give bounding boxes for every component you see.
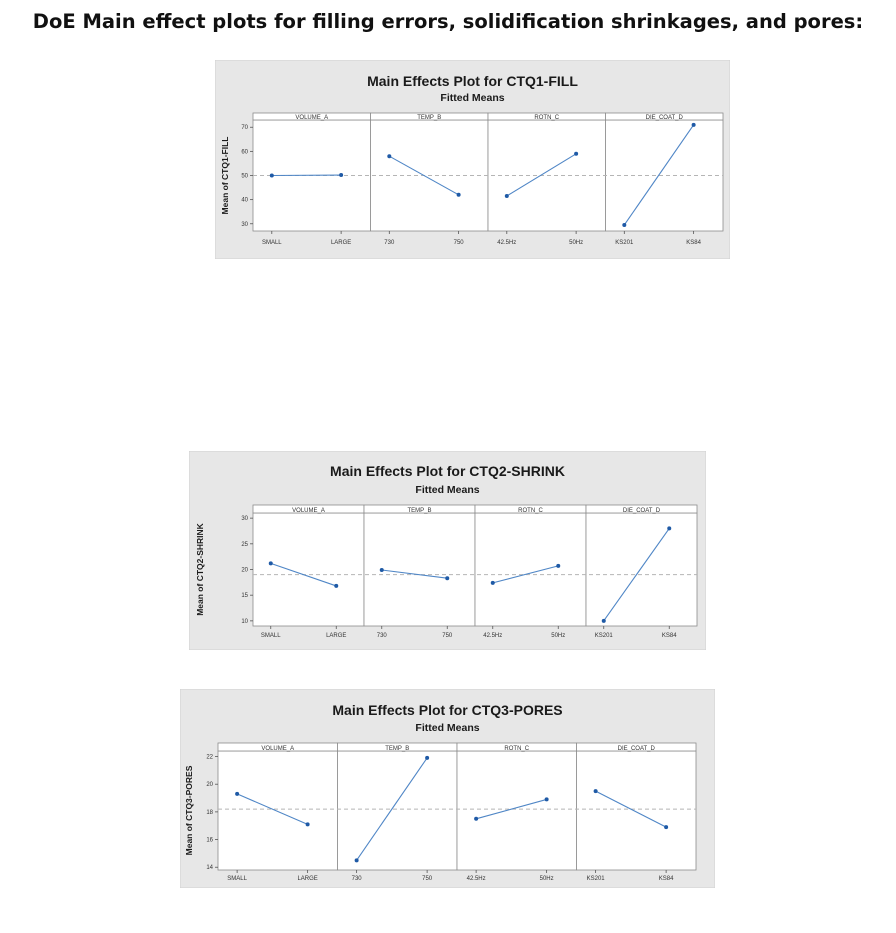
chart1-y-tick-label-2: 40 bbox=[241, 197, 248, 204]
chart3-title: Main Effects Plot for CTQ3-PORES bbox=[332, 702, 563, 718]
chart2-y-axis-label: Mean of CTQ2-SHRINK bbox=[195, 523, 205, 616]
chart3-x-tick-label-2-2: 750 bbox=[422, 876, 433, 882]
chart1-point-1-2 bbox=[339, 173, 343, 177]
chart1-x-tick-label-2-1: 730 bbox=[384, 240, 395, 246]
chart1-title: Main Effects Plot for CTQ1-FILL bbox=[367, 73, 578, 89]
chart2-y-tick-label-5: 30 bbox=[241, 516, 248, 523]
chart2-x-tick-label-1-1: SMALL bbox=[260, 633, 281, 639]
chart1-y-tick-label-1: 30 bbox=[241, 221, 248, 228]
chart1-y-tick-label-5: 70 bbox=[241, 125, 248, 132]
chart1-x-tick-label-4-2: KS84 bbox=[686, 240, 701, 246]
chart1-x-tick-label-1-2: LARGE bbox=[330, 240, 352, 246]
chart2-factor-label-4: DIE_COAT_D bbox=[622, 507, 661, 514]
page-title: DoE Main effect plots for filling errors, solidification shrinkages, and pores: bbox=[32, 10, 864, 33]
chart3-x-tick-label-3-1: 42.5Hz bbox=[466, 876, 486, 882]
chart2-x-tick-label-4-2: KS84 bbox=[661, 633, 677, 639]
chart3-y-tick-label-3: 18 bbox=[206, 809, 213, 816]
chart1-x-tick-label-2-2: 750 bbox=[453, 240, 464, 246]
chart2-x-tick-label-4-1: KS201 bbox=[594, 633, 613, 639]
chart1-point-1-1 bbox=[270, 174, 274, 178]
chart1-point-3-1 bbox=[505, 194, 509, 198]
chart3-x-tick-label-4-2: KS84 bbox=[658, 876, 674, 882]
chart3-x-tick-label-1-1: SMALL bbox=[227, 876, 247, 882]
chart3-panel-3 bbox=[457, 751, 577, 870]
chart3-factor-label-2: TEMP_B bbox=[385, 745, 410, 752]
chart2-x-tick-label-2-1: 730 bbox=[376, 633, 387, 639]
chart3-panel-4 bbox=[577, 751, 697, 870]
chart3-y-tick-label-2: 16 bbox=[206, 837, 213, 844]
chart2-y-tick-label-1: 10 bbox=[241, 618, 248, 625]
chart1-y-tick-label-4: 60 bbox=[241, 149, 248, 156]
chart2-subtitle: Fitted Means bbox=[415, 484, 480, 496]
chart1-x-tick-label-4-1: KS201 bbox=[615, 240, 634, 246]
chart1-y-tick-label-3: 50 bbox=[241, 173, 248, 180]
ctq3-pores-main-effects-chart bbox=[180, 689, 715, 888]
chart3-factor-label-4: DIE_COAT_D bbox=[617, 745, 655, 752]
chart2-factor-label-3: ROTN_C bbox=[518, 507, 543, 514]
chart3-x-tick-label-1-2: LARGE bbox=[297, 876, 318, 882]
chart2-x-tick-label-3-2: 50Hz bbox=[551, 633, 566, 639]
chart2-y-tick-label-3: 20 bbox=[241, 567, 248, 574]
chart1-point-4-2 bbox=[692, 123, 696, 127]
chart2-point-4-2 bbox=[667, 526, 671, 530]
chart3-point-3-1 bbox=[474, 817, 478, 821]
chart2-y-tick-label-4: 25 bbox=[241, 541, 248, 548]
chart1-point-2-2 bbox=[457, 193, 461, 197]
chart3-y-axis-label: Mean of CTQ3-PORES bbox=[184, 765, 194, 856]
chart2-title: Main Effects Plot for CTQ2-SHRINK bbox=[330, 463, 565, 479]
chart2-factor-label-2: TEMP_B bbox=[407, 507, 432, 514]
chart3-factor-label-1: VOLUME_A bbox=[261, 745, 295, 752]
chart1-x-tick-label-1-1: SMALL bbox=[261, 240, 282, 246]
chart3-y-tick-label-5: 22 bbox=[206, 754, 213, 761]
chart2-point-4-1 bbox=[602, 619, 606, 623]
chart2-point-3-2 bbox=[556, 564, 560, 568]
ctq1-fill-main-effects-chart bbox=[215, 60, 730, 259]
chart3-x-tick-label-2-1: 730 bbox=[351, 876, 362, 882]
chart3-point-2-1 bbox=[355, 858, 359, 862]
chart1-point-4-1 bbox=[622, 223, 626, 227]
chart3-panel-1 bbox=[218, 751, 338, 870]
chart3-point-1-1 bbox=[235, 792, 239, 796]
chart1-x-tick-label-3-1: 42.5Hz bbox=[497, 240, 517, 246]
chart3-subtitle: Fitted Means bbox=[415, 722, 480, 734]
chart3-point-2-2 bbox=[425, 756, 429, 760]
chart1-x-tick-label-3-2: 50Hz bbox=[569, 240, 584, 246]
chart3-x-tick-label-3-2: 50Hz bbox=[539, 876, 554, 882]
chart1-point-2-1 bbox=[387, 154, 391, 158]
chart3-y-tick-label-1: 14 bbox=[206, 865, 213, 872]
chart3-point-4-1 bbox=[594, 789, 598, 793]
chart2-factor-label-1: VOLUME_A bbox=[292, 507, 325, 514]
chart3-point-4-2 bbox=[664, 825, 668, 829]
chart1-factor-label-1: VOLUME_A bbox=[295, 114, 329, 121]
chart3-panel-2 bbox=[338, 751, 458, 870]
chart2-point-2-2 bbox=[445, 576, 449, 580]
chart2-point-1-2 bbox=[334, 584, 338, 588]
chart2-y-tick-label-2: 15 bbox=[241, 593, 248, 600]
chart2-panel-3 bbox=[475, 513, 586, 626]
chart1-factor-label-3: ROTN_C bbox=[534, 114, 560, 121]
chart1-point-3-2 bbox=[574, 152, 578, 156]
chart3-y-tick-label-4: 20 bbox=[206, 782, 213, 789]
chart2-panel-4 bbox=[586, 513, 697, 626]
chart1-panel-4 bbox=[606, 120, 724, 231]
chart2-point-2-1 bbox=[380, 568, 384, 572]
chart2-panel-1 bbox=[253, 513, 364, 626]
chart2-point-3-1 bbox=[491, 581, 495, 585]
chart1-factor-label-2: TEMP_B bbox=[417, 114, 442, 121]
chart1-subtitle: Fitted Means bbox=[440, 92, 505, 104]
chart3-point-1-2 bbox=[306, 822, 310, 826]
chart2-point-1-1 bbox=[269, 561, 273, 565]
chart3-factor-label-3: ROTN_C bbox=[504, 745, 530, 752]
chart2-x-tick-label-3-1: 42.5Hz bbox=[483, 633, 503, 639]
chart1-y-axis-label: Mean of CTQ1-FILL bbox=[220, 136, 230, 215]
chart2-x-tick-label-2-2: 750 bbox=[442, 633, 453, 639]
chart3-x-tick-label-4-1: KS201 bbox=[586, 876, 605, 882]
chart2-x-tick-label-1-2: LARGE bbox=[326, 633, 347, 639]
ctq2-shrink-main-effects-chart bbox=[189, 451, 706, 650]
chart1-factor-label-4: DIE_COAT_D bbox=[645, 114, 683, 121]
chart3-point-3-2 bbox=[545, 797, 549, 801]
